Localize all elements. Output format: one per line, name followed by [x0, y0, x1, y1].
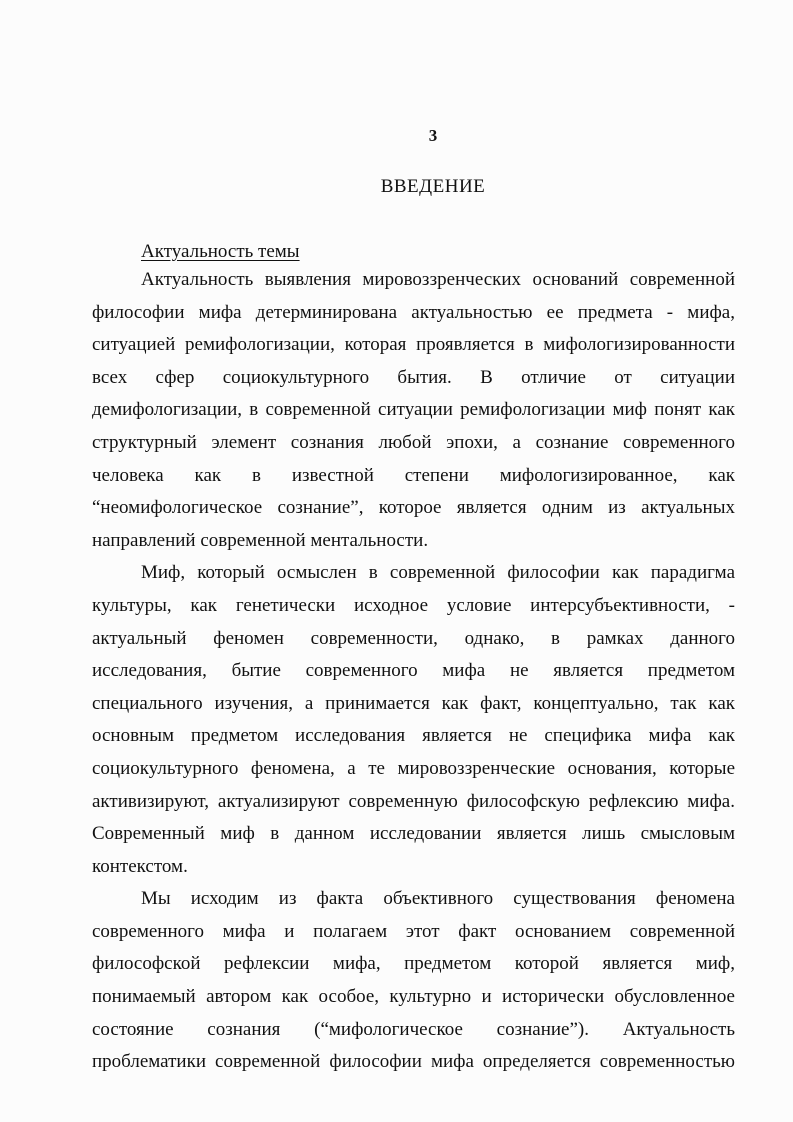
text-line: основным предметом исследования является не специфика мифа как	[92, 725, 735, 747]
text-line: понимаемый автором как особое, культурно и исторически обусловленное	[92, 986, 735, 1008]
text-line: исследования, бытие современного мифа не является предметом	[92, 660, 735, 682]
text-line: специального изучения, а принимается как факт, концептуально, так как	[92, 692, 735, 714]
text-line: ситуацией ремифологизации, которая проявляется в мифологизированности	[92, 334, 735, 356]
text-line: “неомифологическое сознание”, которое является одним из актуальных	[92, 497, 735, 519]
text-line: культуры, как генетически исходное условие интерсубъективности, -	[92, 594, 735, 616]
page-number: 3	[428, 126, 438, 145]
text-line: социокультурного феномена, а те мировоззренческие основания, которые	[92, 757, 735, 779]
text-line: Актуальность выявления мировоззренческих оснований современной	[141, 269, 735, 290]
text-line: современного мифа и полагаем этот факт основанием современной	[92, 920, 735, 942]
text-line: всех сфер социокультурного бытия. В отличие от ситуации	[92, 366, 735, 388]
text-line: активизируют, актуализируют современную философскую рефлексию мифа.	[92, 790, 735, 812]
text-line: философской рефлексии мифа, предметом которой является миф,	[92, 953, 735, 975]
text-line: Миф, который осмыслен в современной философии как парадигма	[141, 562, 735, 584]
text-line: контекстом.	[92, 855, 188, 877]
text-line: демифологизации, в современной ситуации ремифологизации миф понят как	[92, 399, 735, 421]
text-line: философии мифа детерминирована актуальностью ее предмета - мифа,	[92, 301, 735, 323]
paragraph-2	[92, 557, 735, 883]
text-line: проблематики современной философии мифа определяется современностью	[92, 1051, 735, 1073]
paragraph-3	[92, 883, 735, 1079]
text-line: актуальный феномен современности, однако, в рамках данного	[92, 627, 735, 649]
text-line: человека как в известной степени мифологизированное, как	[92, 464, 735, 486]
text-line: Мы исходим из факта объективного существования феномена	[141, 888, 735, 910]
text-line: состояние сознания (“мифологическое сознание”). Актуальность	[92, 1018, 735, 1040]
text-line: структурный элемент сознания любой эпохи, а сознание современного	[92, 431, 735, 453]
paragraph-1	[92, 264, 735, 557]
page-title: ВВЕДЕНИЕ	[380, 176, 486, 197]
text-line: Современный миф в данном исследовании является лишь смысловым	[92, 823, 735, 845]
text-line: направлений современной ментальности.	[92, 529, 429, 551]
document-body	[92, 264, 735, 1079]
section-subheading: Актуальность темы	[141, 241, 300, 262]
